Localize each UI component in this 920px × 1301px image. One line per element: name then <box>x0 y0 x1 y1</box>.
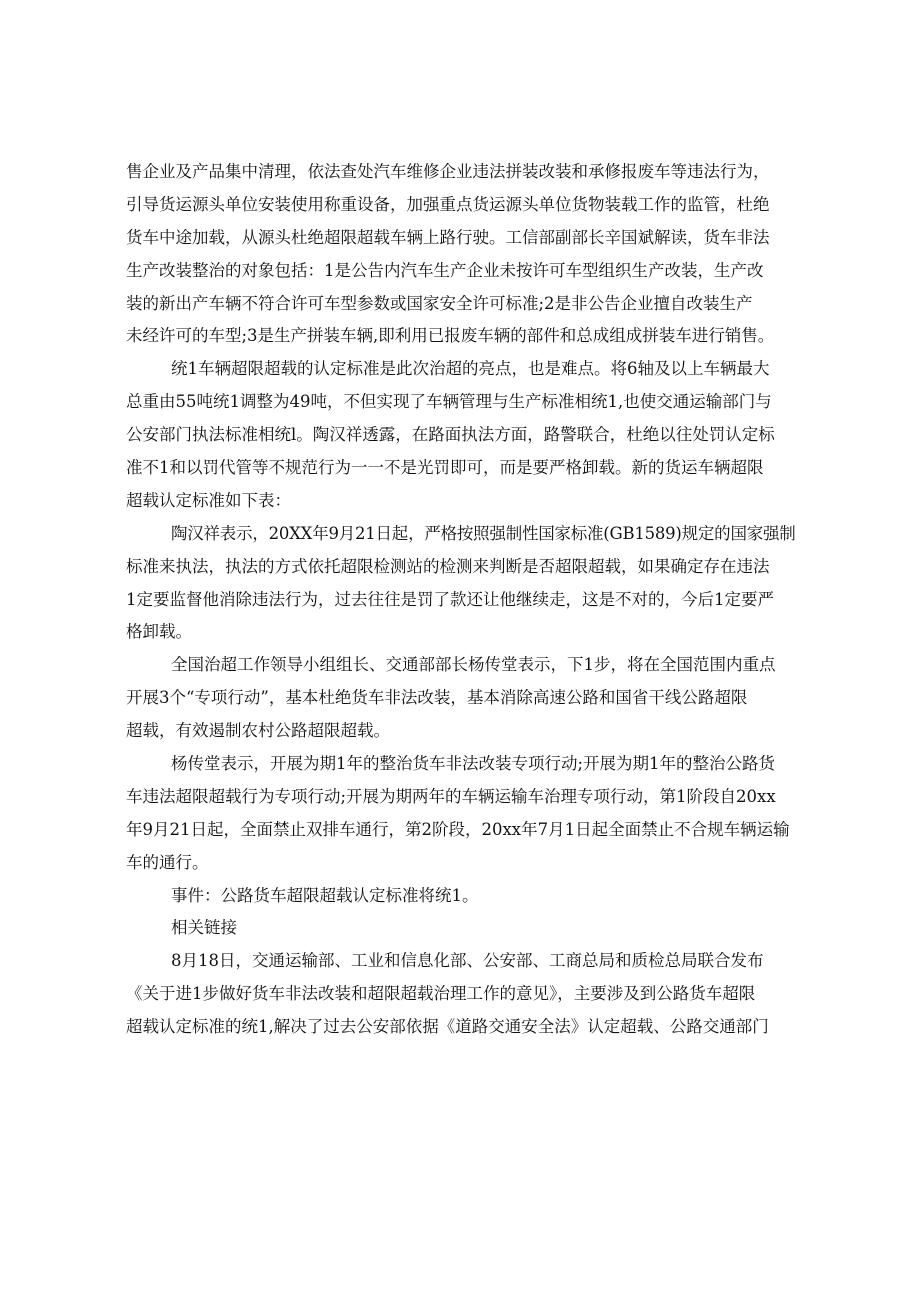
text-line: 8月18日，交通运输部、工业和信息化部、公安部、工商总局和质检总局联合发布 <box>171 951 764 971</box>
text-line: 未经许可的车型;3是生产拼装车辆,即利用已报废车辆的部件和总成组成拼装车进行销售。 <box>126 326 775 346</box>
text-line: 年9月21日起，全面禁止双排车通行，第2阶段，20xx年7月1日起全面禁止不合规车辆运输 <box>126 819 790 839</box>
text-line: 杨传堂表示，开展为期1年的整治货车非法改装专项行动;开展为期1年的整治公路货 <box>171 754 776 774</box>
text-line: 统1车辆超限超载的认定标准是此次治超的亮点，也是难点。将6轴及以上车辆最大 <box>171 359 770 379</box>
text-line: 格卸载。 <box>126 622 192 642</box>
text-line: 相关链接 <box>171 918 237 938</box>
text-line: 1定要监督他消除违法行为，过去往往是罚了款还让他继续走，这是不对的，今后1定要严 <box>126 589 774 609</box>
text-line: 车违法超限超载行为专项行动;开展为期两年的车辆运输车治理专项行动，第1阶段自20xx <box>126 786 776 806</box>
text-line: 标准来执法，执法的方式依托超限检测站的检测来判断是否超限超载，如果确定存在违法 <box>126 556 770 576</box>
text-line: 总重由55吨统1调整为49吨，不但实现了车辆管理与生产标准相统1,也使交通运输部门与 <box>126 392 772 412</box>
text-line: 准不1和以罚代管等不规范行为一一不是光罚即可，而是要严格卸载。新的货运车辆超限 <box>126 458 764 478</box>
text-line: 超载认定标准的统1,解决了过去公安部依据《道路交通安全法》认定超载、公路交通部门 <box>126 1017 769 1037</box>
text-line: 货车中途加载，从源头杜绝超限超载车辆上路行驶。工信部副部长辛国斌解读，货车非法 <box>126 227 770 247</box>
text-line: 售企业及产品集中清理，依法查处汽车维修企业违法拼装改装和承修报废车等违法行为， <box>126 162 770 181</box>
text-line: 超载，有效遏制农村公路超限超载。 <box>126 721 390 741</box>
text-line: 超载认定标准如下表： <box>126 490 291 510</box>
text-line: 生产改装整治的对象包括：1是公告内汽车生产企业未按许可车型组织生产改装，生产改 <box>126 260 764 280</box>
text-line: 开展3个“专项行动”，基本杜绝货车非法改装，基本消除高速公路和国省干线公路超限 <box>126 688 748 708</box>
text-line: 装的新出产车辆不符合许可车型参数或国家安全许可标准;2是非公告企业擅自改装生产 <box>126 293 753 313</box>
text-line: 《关于进1步做好货车非法改装和超限超载治理工作的意见》，主要涉及到公路货车超限 <box>126 984 756 1004</box>
text-line: 车的通行。 <box>126 852 209 872</box>
text-line: 公安部门执法标准相统l。陶汉祥透露，在路面执法方面，路警联合，杜绝以往处罚认定标 <box>126 425 775 445</box>
text-line: 全国治超工作领导小组组长、交通部部长杨传堂表示，下1步，将在全国范围内重点 <box>171 655 776 675</box>
text-line: 引导货运源头单位安装使用称重设备，加强重点货运源头单位货物装载工作的监管，杜绝 <box>126 194 770 214</box>
text-line: 陶汉祥表示，20XX年9月21日起，严格按照强制性国家标准(GB1589)规定的国家强制 <box>171 523 796 543</box>
text-line: 事件：公路货车超限超载认定标准将统1。 <box>171 885 479 905</box>
body-text <box>126 156 796 1044</box>
